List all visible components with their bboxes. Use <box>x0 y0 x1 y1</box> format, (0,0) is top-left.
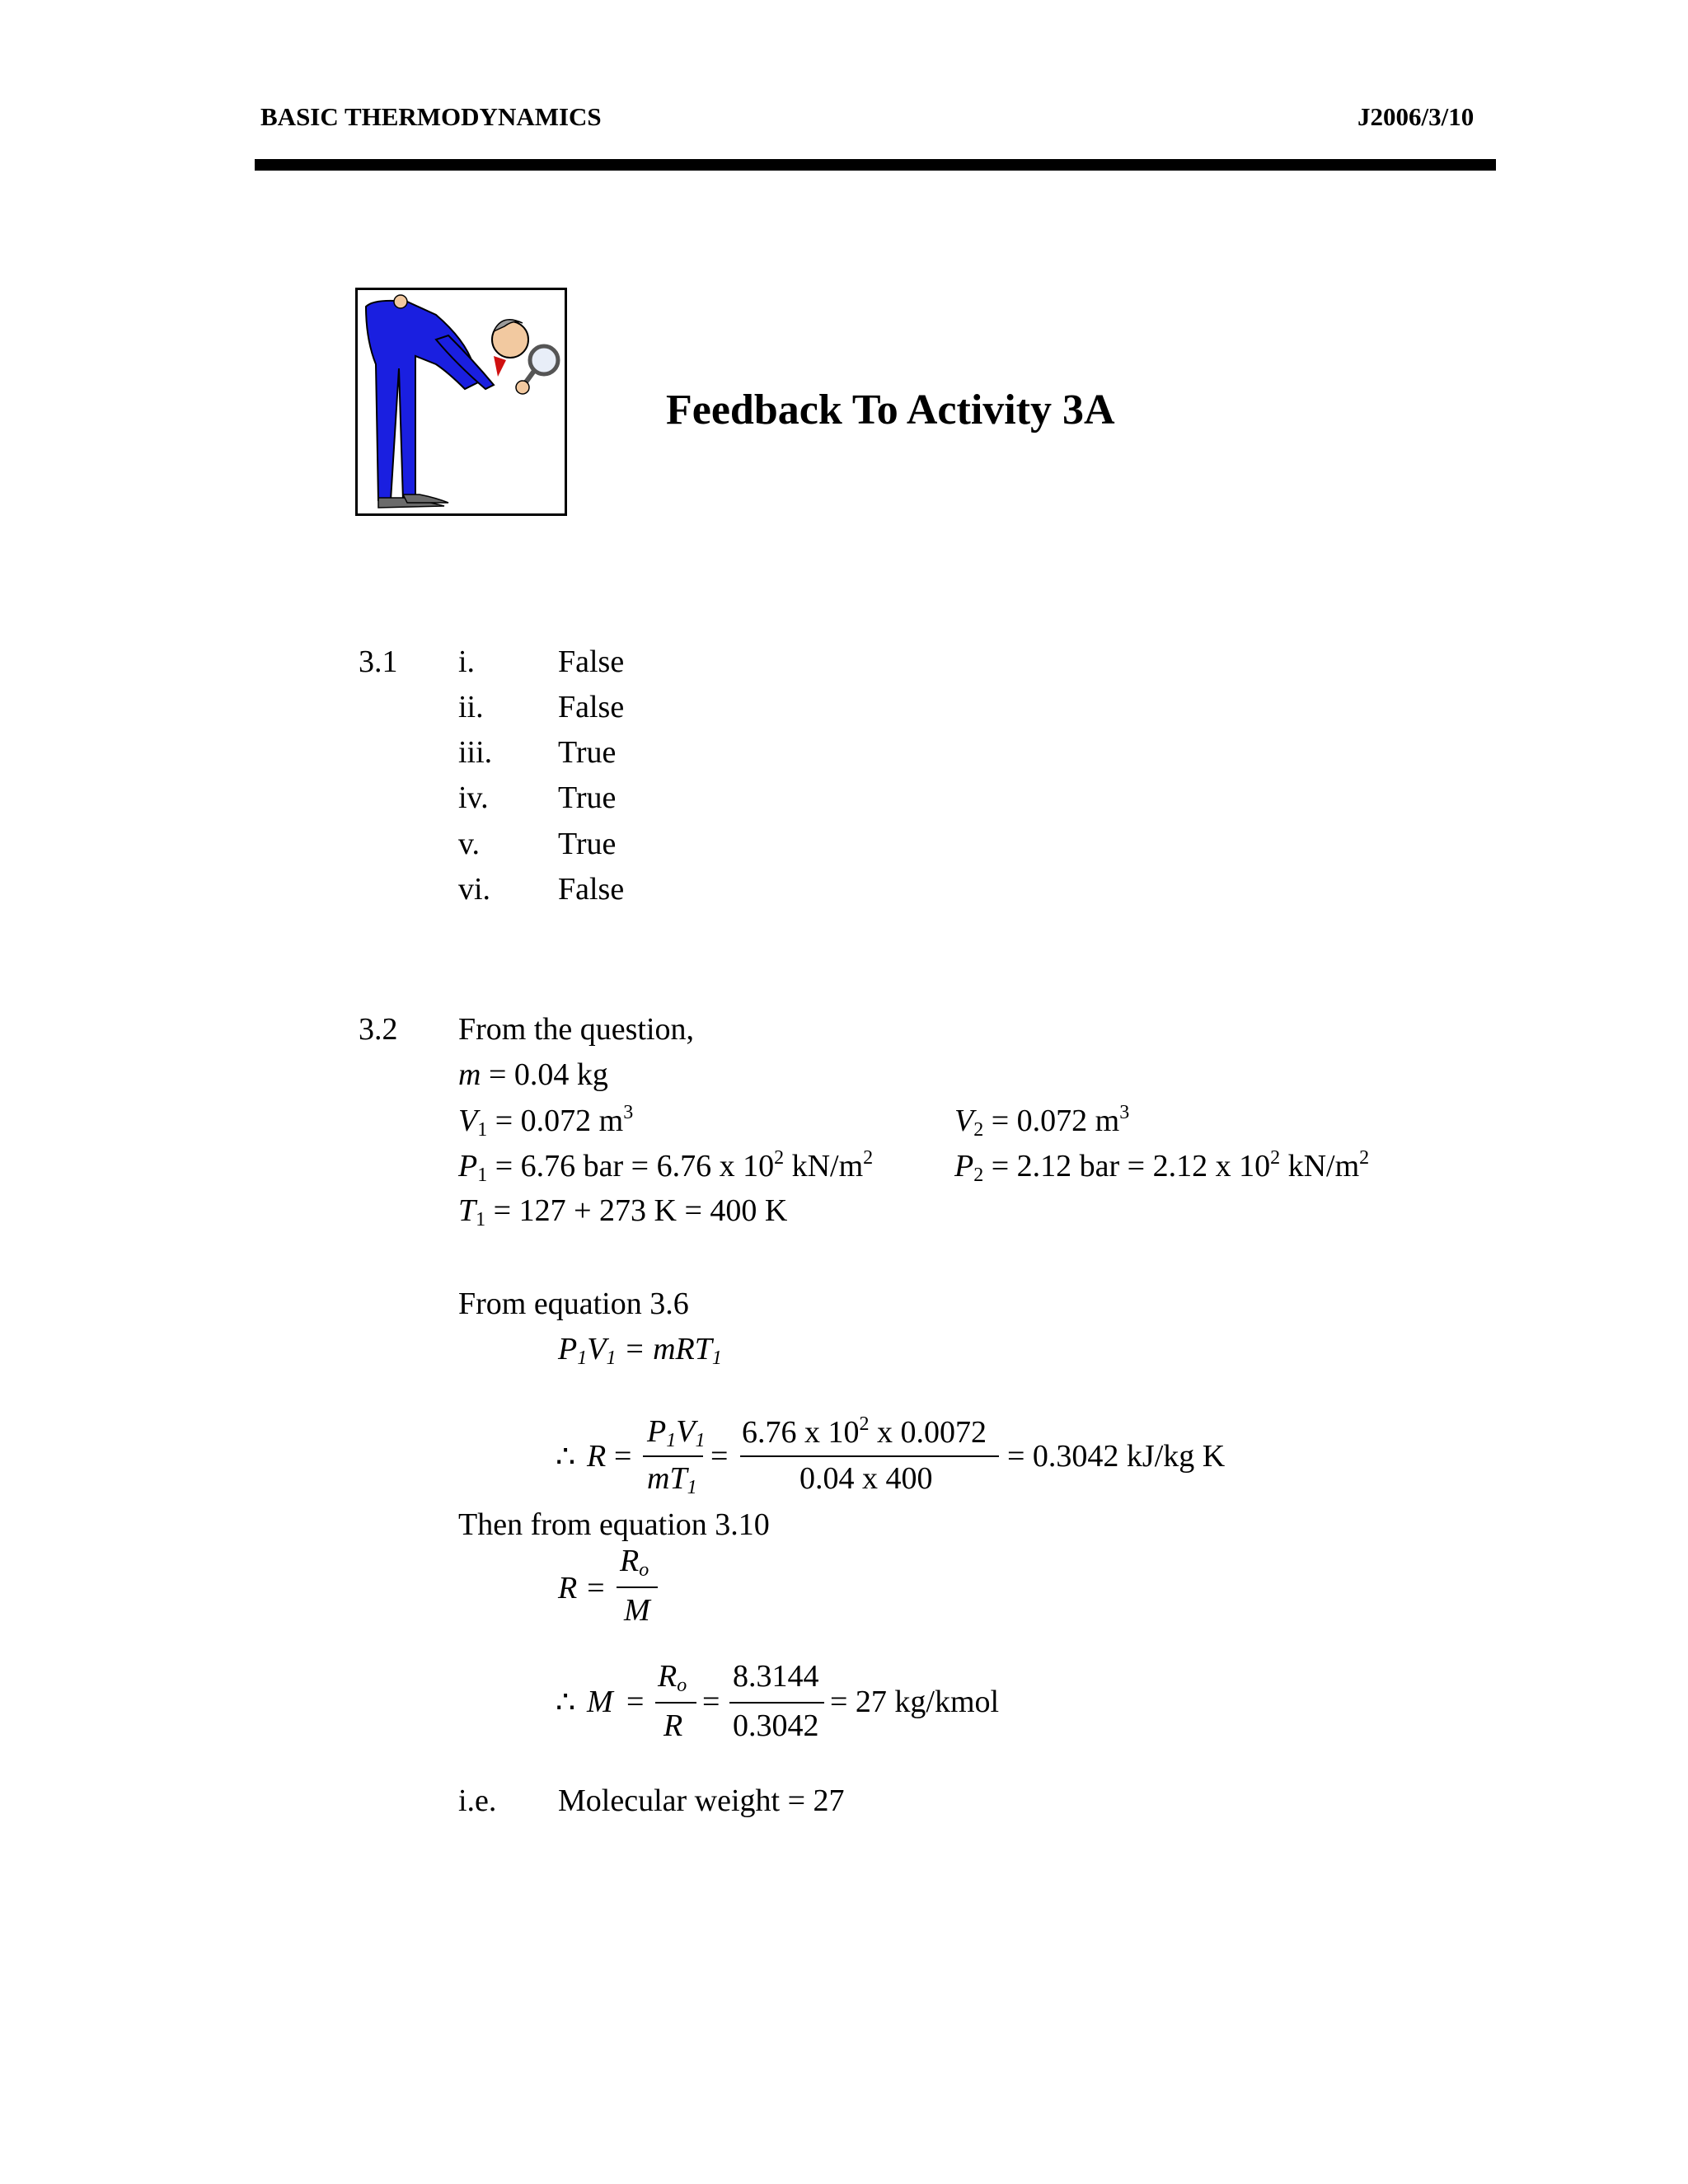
item-answer: False <box>558 644 625 679</box>
ideal-gas-equation: $P_1V_1 = mRT_1$ <box>558 1332 722 1369</box>
m-symbol: M <box>587 1685 613 1719</box>
given-v1: $V_1 = 0.072$ $m^3$ <box>458 1102 634 1141</box>
given-mass: m = 0.04 kg <box>458 1057 608 1092</box>
fraction-denominator: 0.04 x 400 <box>799 1461 933 1496</box>
molecular-weight-conclusion: Molecular weight = 27 <box>558 1783 845 1818</box>
inspector-figure-icon <box>358 290 565 513</box>
running-header-title: BASIC THERMODYNAMICS <box>260 102 602 131</box>
result-r: = 0.3042 kJ/kg K <box>1007 1439 1226 1474</box>
fraction-numerator: 8.3144 <box>733 1659 819 1694</box>
equals-sign: = <box>614 1439 632 1474</box>
item-number: ii. <box>458 690 484 724</box>
therefore-symbol: ∴ <box>556 1685 576 1720</box>
question-number-3-2: 3.2 <box>359 1012 398 1047</box>
fraction-bar <box>617 1586 658 1588</box>
item-number: vi. <box>458 872 491 907</box>
given-p2: $P_2 = 2.12$ bar = 2.12 x $10^2$ $kN/m^2$ <box>954 1147 1370 1186</box>
fraction-numerator: $P_1V_1$ <box>647 1414 706 1451</box>
ie-label: i.e. <box>458 1783 497 1818</box>
magnifier-man-illustration <box>355 288 567 516</box>
header-rule <box>255 159 1496 171</box>
item-number: iii. <box>458 735 493 770</box>
fraction-denominator: R <box>663 1708 683 1743</box>
item-number: iv. <box>458 780 489 815</box>
result-m: = 27 kg/kmol <box>830 1685 1000 1719</box>
equals-sign: = <box>702 1685 720 1719</box>
item-answer: True <box>558 780 617 815</box>
eq36-intro: From equation 3.6 <box>458 1286 689 1321</box>
running-header-code: J2006/3/10 <box>1357 102 1475 131</box>
given-t1: $T_1 = 127 + 273$ K = 400 K <box>458 1193 788 1230</box>
item-answer: True <box>558 735 617 770</box>
eq310-intro: Then from equation 3.10 <box>458 1507 770 1542</box>
fraction-bar <box>740 1455 999 1457</box>
fraction-numerator: $R_o$ <box>620 1544 649 1581</box>
item-number: i. <box>458 644 476 679</box>
r-equals: R = <box>558 1571 607 1605</box>
item-answer: False <box>558 872 625 907</box>
fraction-numerator: $R_o$ <box>658 1659 687 1696</box>
therefore-symbol: ∴ <box>556 1440 576 1474</box>
fraction-denominator: $mT_1$ <box>647 1461 697 1498</box>
fraction-numerator: 6.76 x $10^2$ x 0.0072 <box>742 1413 987 1450</box>
equals-sign: = <box>710 1439 729 1474</box>
item-number: v. <box>458 827 481 861</box>
page-title: Feedback To Activity 3A <box>666 387 1115 434</box>
given-p1: $P_1 = 6.76$ bar = 6.76 x $10^2$ $kN/m^2$ <box>458 1147 874 1186</box>
equals-sign: = <box>626 1685 645 1719</box>
item-answer: False <box>558 690 625 724</box>
item-answer: True <box>558 827 617 861</box>
fraction-denominator: 0.3042 <box>733 1708 819 1743</box>
given-intro: From the question, <box>458 1012 695 1047</box>
fraction-bar <box>655 1702 696 1704</box>
question-number-3-1: 3.1 <box>359 644 398 679</box>
r-symbol: R <box>587 1439 607 1474</box>
given-v2: $V_2 = 0.072$ $m^3$ <box>954 1102 1130 1141</box>
fraction-bar <box>643 1455 703 1457</box>
fraction-bar <box>729 1702 824 1704</box>
fraction-denominator: M <box>624 1593 650 1628</box>
